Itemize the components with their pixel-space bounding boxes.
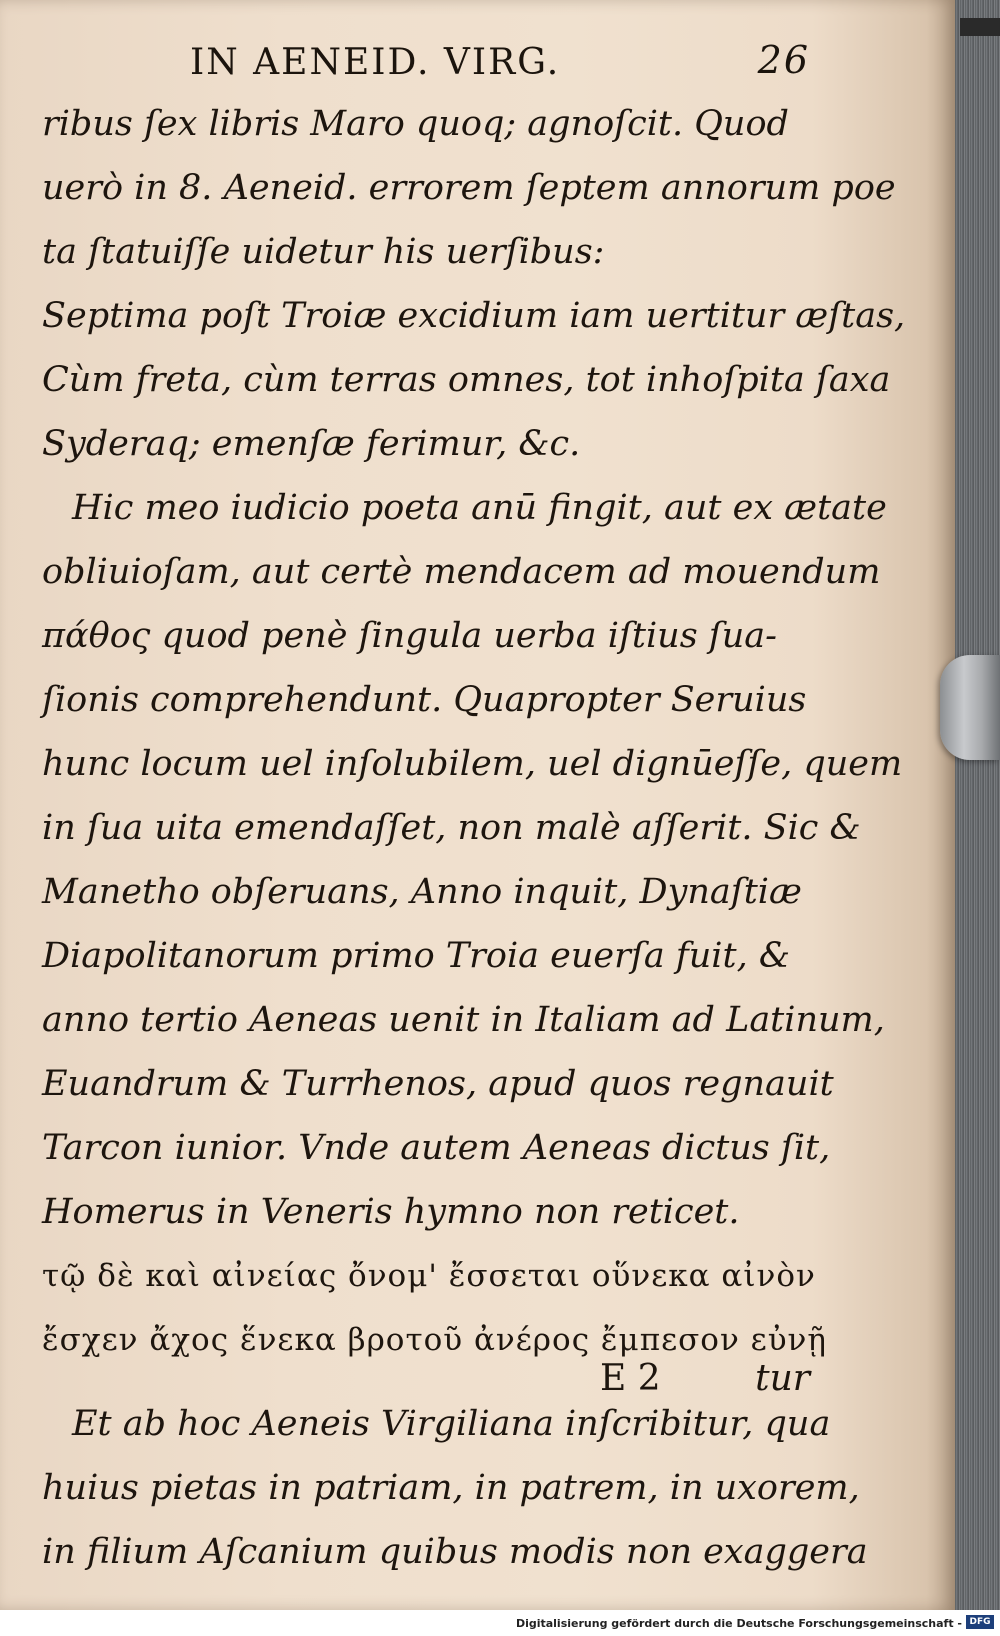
signature-mark: E 2 xyxy=(600,1358,661,1399)
greek-line: τῷ δὲ καὶ αἰνείας ὄνομ' ἔσσεται οὕνεκα αἰνὸν xyxy=(42,1258,816,1294)
text-line: huius pietas in patriam, in patrem, in uxorem, xyxy=(42,1468,860,1508)
footer-bar xyxy=(0,1610,1000,1636)
text-line: obliuioſam, aut certè mendacem ad mouendum xyxy=(42,552,881,592)
binding-clip xyxy=(960,18,1000,36)
page-edges xyxy=(955,0,1000,1610)
text-line: in ſua uita emendaſſet, non malè aſſerit. Sic & xyxy=(42,808,861,848)
verse-line: Syderaq; emenſæ ferimur, &c. xyxy=(42,424,581,464)
text-line: Manetho obſeruans, Anno inquit, Dynaſtiæ xyxy=(42,872,802,912)
page-number: 26 xyxy=(757,38,810,82)
catchword: tur xyxy=(755,1358,810,1399)
text-line: ſionis comprehendunt. Quapropter Seruius xyxy=(42,680,807,720)
text-line: in filium Aſcanium quibus modis non exaggera xyxy=(42,1532,868,1572)
text-line: ribus ſex libris Maro quoq; agnoſcit. Quod xyxy=(42,104,789,144)
text-line: Tarcon iunior. Vnde autem Aeneas dictus ſit, xyxy=(42,1128,831,1168)
text-line: uerò in 8. Aeneid. errorem ſeptem annorum poe xyxy=(42,168,896,208)
text-line: Et ab hoc Aeneis Virgiliana inſcribitur, qua xyxy=(72,1404,831,1444)
text-line: Diapolitanorum primo Troia euerſa fuit, & xyxy=(42,936,790,976)
dfg-logo: DFG xyxy=(966,1615,994,1629)
text-line: ta ſtatuiſſe uidetur his uerſibus: xyxy=(42,232,605,272)
footer-credit: Digitalisierung gefördert durch die Deutsche Forschungsgemeinschaft - xyxy=(515,1617,962,1630)
text-line: Euandrum & Turrhenos, apud quos regnauit xyxy=(42,1064,834,1104)
running-header xyxy=(190,38,810,90)
metal-clasp xyxy=(940,655,1000,760)
text-line: πάθος quod penè ſingula uerba iſtius ſua- xyxy=(42,616,777,656)
text-line: Hic meo iudicio poeta anū fingit, aut ex ætate xyxy=(72,488,887,528)
greek-line: ἔσχεν ἄχος ἕνεκα βροτοῦ ἀνέρος ἔμπεσον εὐνῇ xyxy=(42,1322,827,1358)
running-title: IN AENEID. VIRG. xyxy=(190,42,561,83)
text-line: Homerus in Veneris hymno non reticet. xyxy=(42,1192,740,1232)
text-line: anno tertio Aeneas uenit in Italiam ad Latinum, xyxy=(42,1000,885,1040)
text-line: hunc locum uel inſolubilem, uel dignūeſſe, quem xyxy=(42,744,903,784)
verse-line: Cùm freta, cùm terras omnes, tot inhoſpita ſaxa xyxy=(42,360,891,400)
signature-row xyxy=(600,1358,810,1408)
verse-line: Septima poſt Troiæ excidium iam uertitur æſtas, xyxy=(42,296,906,336)
